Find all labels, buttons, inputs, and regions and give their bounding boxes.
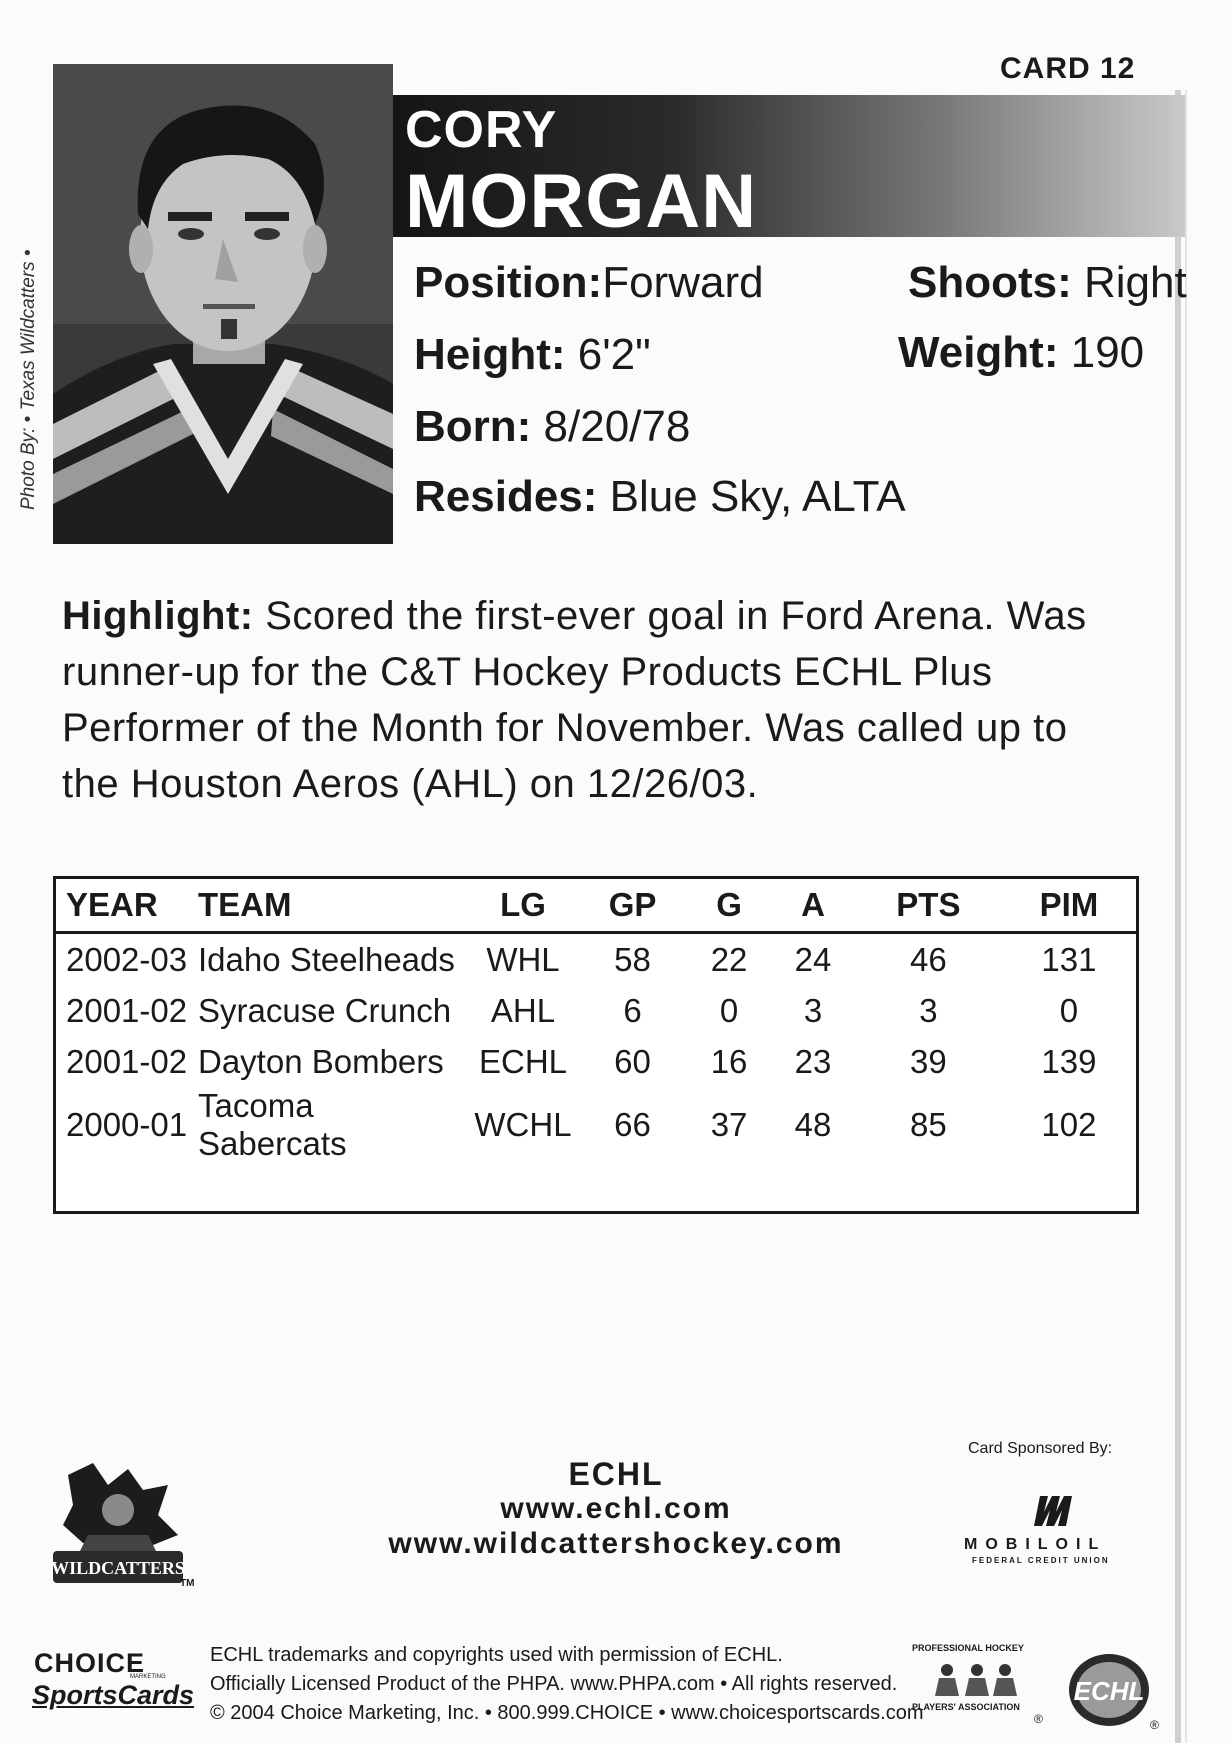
legal-line: © 2004 Choice Marketing, Inc. • 800.999.CHOICE • www.choicesportscards.com: [210, 1702, 924, 1724]
wildcatters-logo-text: WILDCATTERS: [51, 1558, 185, 1578]
table-row: [56, 1036, 1136, 1087]
header-team: TEAM: [198, 879, 468, 933]
weight-label: Weight:: [898, 328, 1059, 377]
cell-pts: 85: [910, 1106, 947, 1143]
cell-gp: 66: [614, 1106, 651, 1143]
footer-url-team: www.wildcattershockey.com: [388, 1527, 844, 1560]
echl-logo-text: ECHL: [1073, 1676, 1145, 1706]
table-row: [56, 933, 1136, 986]
table-row: [56, 1087, 1136, 1163]
weight-row: [898, 328, 1144, 378]
brand-choice: CHOICE: [34, 1648, 146, 1678]
highlight-paragraph: [62, 588, 1122, 812]
header-a: A: [771, 879, 855, 933]
cell-a: 23: [794, 1042, 832, 1080]
header-gp: GP: [578, 879, 687, 933]
photo-credit: Photo By: • Texas Wildcatters •: [18, 249, 39, 510]
sponsor-subtitle: FEDERAL CREDIT UNION: [972, 1556, 1110, 1565]
stats-header-row: [56, 879, 1136, 933]
born-label: Born:: [414, 402, 532, 451]
footer-url-echl: www.echl.com: [500, 1492, 732, 1525]
highlight-text: Scored the first-ever goal in Ford Arena. Was runner-up for the C&T Hockey Products ECHL Plus Performer of the Month for November. Was called up to the Houston Aeros (AHL) on 12/26/03.: [62, 594, 1087, 806]
height-label: Height:: [414, 330, 566, 379]
cell-pim: 102: [1041, 1106, 1097, 1143]
shoots-label: Shoots:: [908, 258, 1072, 307]
cell-a: 24: [794, 940, 832, 978]
registered-mark: ®: [1150, 1718, 1159, 1732]
cell-lg: WCHL: [474, 1106, 572, 1143]
header-g: G: [687, 879, 771, 933]
cell-pim: 0: [1059, 991, 1079, 1029]
resides-label: Resides:: [414, 472, 598, 521]
highlight-label: Highlight:: [62, 594, 254, 638]
cell-team: Syracuse Crunch: [198, 991, 452, 1029]
cell-g: 22: [710, 940, 748, 978]
header-lg: LG: [468, 879, 578, 933]
cell-g: 0: [719, 991, 739, 1029]
cell-g: 16: [710, 1042, 748, 1080]
legal-line: ECHL trademarks and copyrights used with permission of ECHL.: [210, 1644, 783, 1666]
weight-value: 190: [1070, 328, 1145, 377]
resides-row: [414, 472, 906, 522]
legal-text: [210, 1641, 924, 1728]
sponsor-name: MOBILOIL: [964, 1536, 1107, 1553]
cell-a: 3: [803, 991, 823, 1029]
shoots-value: Right: [1084, 258, 1187, 307]
header-year: YEAR: [56, 879, 198, 933]
cell-pim: 131: [1041, 940, 1097, 978]
cell-pim: 139: [1041, 1042, 1097, 1080]
phpa-players-icon: [925, 1660, 1025, 1700]
cell-g: 37: [710, 1106, 748, 1143]
cell-team: Tacoma Sabercats: [198, 1087, 347, 1162]
header-pim: PIM: [1002, 879, 1136, 933]
cell-pts: 39: [910, 1042, 947, 1080]
table-row: [56, 985, 1136, 1036]
legal-line: Officially Licensed Product of the PHPA. www.PHPA.com • All rights reserved.: [210, 1673, 898, 1695]
cell-a: 48: [794, 1106, 832, 1143]
phpa-logo-top-text: PROFESSIONAL HOCKEY: [912, 1643, 1024, 1653]
cell-year: 2001-02: [66, 991, 188, 1029]
shoots-row: [908, 258, 1187, 308]
player-last-name: MORGAN: [405, 159, 758, 244]
footer-league: ECHL: [568, 1456, 664, 1492]
mobiloil-logo-icon: [1030, 1492, 1076, 1530]
cell-lg: ECHL: [478, 1042, 568, 1080]
registered-mark: ®: [1034, 1712, 1043, 1726]
cell-pts: 3: [919, 991, 938, 1029]
cell-year: 2000-01: [66, 1106, 188, 1143]
resides-value: Blue Sky, ALTA: [609, 472, 906, 521]
height-value: 6'2": [577, 330, 651, 379]
cell-pts: 46: [910, 940, 947, 978]
cell-gp: 6: [623, 991, 642, 1029]
player-photo: [53, 64, 393, 544]
cell-gp: 58: [614, 940, 651, 978]
position-value: Forward: [602, 258, 764, 307]
position-label: Position:: [414, 258, 603, 307]
career-stats-table: [56, 879, 1136, 1163]
brand-sportscards: SportsCards: [32, 1680, 195, 1710]
born-value: 8/20/78: [543, 402, 691, 451]
trademark-mark: TM: [180, 1578, 195, 1589]
cell-lg: AHL: [490, 991, 556, 1029]
position-row: [414, 258, 764, 308]
echl-logo-icon: [1063, 1650, 1155, 1730]
career-stats-box: [53, 876, 1139, 1214]
phpa-logo-bottom-text: PLAYERS' ASSOCIATION: [912, 1702, 1020, 1712]
height-row: [414, 330, 651, 380]
cell-lg: WHL: [486, 940, 560, 978]
cell-year: 2001-02: [66, 1042, 188, 1080]
born-row: [414, 402, 690, 452]
brand-marketing: MARKETING: [130, 1674, 166, 1680]
cell-gp: 60: [614, 1042, 651, 1080]
sponsor-label: Card Sponsored By:: [968, 1440, 1113, 1457]
cell-year: 2002-03: [66, 940, 188, 978]
player-first-name: CORY: [405, 101, 558, 159]
card-number: CARD 12: [1000, 52, 1136, 85]
header-pts: PTS: [855, 879, 1002, 933]
player-portrait-graphic: [53, 64, 393, 544]
cell-team: Idaho Steelheads: [198, 940, 455, 978]
cell-team: Dayton Bombers: [198, 1042, 444, 1080]
